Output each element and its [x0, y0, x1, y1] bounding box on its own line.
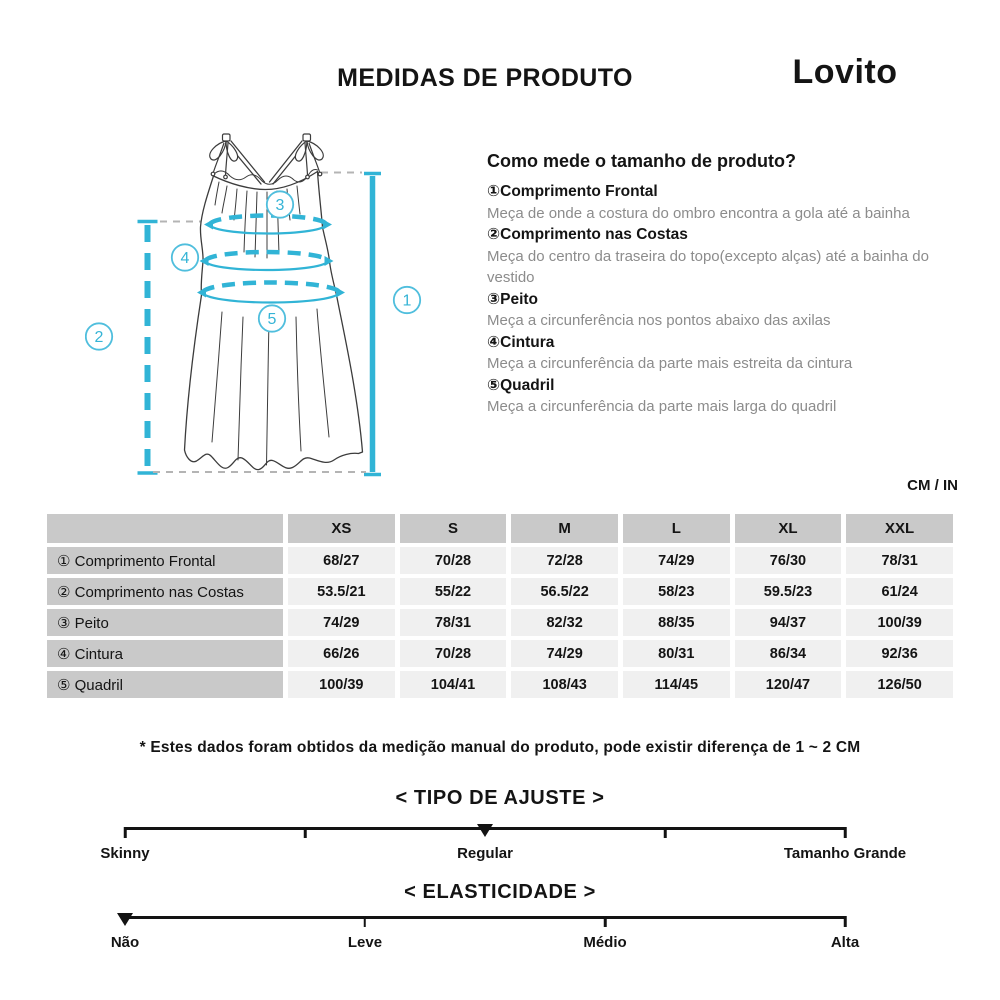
header-cell-size: L — [623, 514, 730, 543]
instruction-item — [487, 375, 939, 418]
size-value: 80/31 — [623, 640, 730, 667]
size-value: 55/22 — [400, 578, 507, 605]
bow-right — [295, 134, 323, 179]
size-value: 74/29 — [623, 547, 730, 574]
header-cell-size: S — [400, 514, 507, 543]
size-value: 61/24 — [846, 578, 953, 605]
size-value: 74/29 — [511, 640, 618, 667]
fit-scale-labels — [100, 845, 907, 863]
size-value: 70/28 — [400, 547, 507, 574]
brand-logo: Lovito — [792, 53, 898, 91]
measurement-disclaimer: * Estes dados foram obtidos da medição manual do produto, pode existir diferença de 1 ~ 2 CM — [139, 739, 861, 756]
fit-scale-heading: < TIPO DE AJUSTE > — [395, 787, 605, 809]
measure-instructions — [487, 148, 939, 418]
table-row — [47, 671, 953, 698]
instruction-title: ⑤Quadril — [487, 376, 555, 394]
size-value: 100/39 — [846, 609, 953, 636]
fit-label-skinny: Skinny — [100, 845, 150, 862]
size-value: 74/29 — [288, 609, 395, 636]
stretch-label-medium: Médio — [583, 934, 627, 951]
stretch-label-light: Leve — [347, 934, 383, 951]
header-cell-size: XXL — [846, 514, 953, 543]
header-cell-size: M — [511, 514, 618, 543]
stretch-tick — [604, 916, 607, 927]
size-value: 66/26 — [288, 640, 395, 667]
front-length-line — [364, 174, 381, 475]
row-label: ③ Peito — [47, 609, 283, 636]
instruction-desc: Meça do centro da traseira do topo(excepto alças) até a bainha do vestido — [487, 247, 929, 286]
size-value: 86/34 — [735, 640, 842, 667]
size-value: 120/47 — [735, 671, 842, 698]
instruction-desc: Meça a circunferência da parte mais larga do quadril — [487, 398, 837, 415]
size-value: 126/50 — [846, 671, 953, 698]
size-value: 92/36 — [846, 640, 953, 667]
instruction-desc: Meça de onde a costura do ombro encontra a gola até a bainha — [487, 204, 910, 222]
size-value: 53.5/21 — [288, 578, 395, 605]
instruction-item — [487, 181, 939, 224]
size-value: 88/35 — [623, 609, 730, 636]
stretch-label-high: Alta — [830, 934, 860, 951]
table-header-row — [47, 514, 953, 543]
size-value: 108/43 — [511, 671, 618, 698]
size-value: 82/32 — [511, 609, 618, 636]
size-value: 78/31 — [400, 609, 507, 636]
bow-left — [210, 134, 238, 179]
marker-2: 2 — [94, 329, 104, 346]
size-value: 59.5/23 — [735, 578, 842, 605]
header-cell-size: XL — [735, 514, 842, 543]
size-value: 76/30 — [735, 547, 842, 574]
size-value: 68/27 — [288, 547, 395, 574]
page-title: MEDIDAS DE PRODUTO — [337, 64, 633, 92]
dress-straps — [227, 141, 306, 184]
back-length-line — [138, 222, 158, 474]
instructions-heading: Como mede o tamanho de produto? — [487, 151, 796, 171]
marker-1: 1 — [402, 292, 412, 310]
table-row — [47, 609, 953, 636]
marker-5: 5 — [267, 311, 277, 328]
fit-tick — [844, 827, 847, 838]
dress-diagram — [85, 95, 445, 485]
row-label: ④ Cintura — [47, 640, 283, 667]
header-cell-size: XS — [288, 514, 395, 543]
fit-tick — [664, 827, 667, 838]
size-value: 100/39 — [288, 671, 395, 698]
size-value: 72/28 — [511, 547, 618, 574]
fit-label-oversize: Tamanho Grande — [783, 845, 907, 862]
row-label: ⑤ Quadril — [47, 671, 283, 698]
table-row — [47, 640, 953, 667]
stretch-scale-heading: < ELASTICIDADE > — [404, 881, 596, 903]
stretch-scale-track — [125, 916, 845, 930]
size-value: 114/45 — [623, 671, 730, 698]
table-row — [47, 547, 953, 574]
instruction-item — [487, 224, 939, 289]
fit-marker-triangle — [477, 824, 493, 837]
row-label: ① Comprimento Frontal — [47, 547, 283, 574]
instruction-item — [487, 332, 939, 375]
stretch-scale-line — [125, 916, 845, 919]
row-label: ② Comprimento nas Costas — [47, 578, 283, 605]
instruction-title: ④Cintura — [487, 333, 555, 351]
fit-tick — [304, 827, 307, 838]
size-value: 58/23 — [623, 578, 730, 605]
instruction-title: ①Comprimento Frontal — [487, 183, 658, 200]
instruction-desc: Meça a circunferência da parte mais estreita da cintura — [487, 355, 853, 372]
fit-scale-track — [125, 827, 845, 841]
unit-label: CM / IN — [907, 477, 958, 494]
fit-tick — [124, 827, 127, 838]
stretch-label-none: Não — [110, 934, 140, 951]
stretch-tick — [844, 916, 847, 927]
stretch-scale-labels — [110, 934, 860, 952]
marker-4: 4 — [180, 250, 190, 267]
size-value: 78/31 — [846, 547, 953, 574]
instruction-desc: Meça a circunferência nos pontos abaixo das axilas — [487, 312, 831, 329]
size-value: 94/37 — [735, 609, 842, 636]
size-value: 70/28 — [400, 640, 507, 667]
marker-3: 3 — [275, 197, 285, 214]
header-cell-empty — [47, 514, 283, 543]
table-row — [47, 578, 953, 605]
instruction-item — [487, 289, 939, 332]
instruction-title: ②Comprimento nas Costas — [487, 226, 688, 243]
size-value: 104/41 — [400, 671, 507, 698]
size-value: 56.5/22 — [511, 578, 618, 605]
size-table — [42, 510, 958, 702]
fit-label-regular: Regular — [457, 845, 513, 862]
stretch-marker-triangle — [117, 913, 133, 926]
instruction-title: ③Peito — [487, 290, 539, 308]
stretch-tick — [364, 916, 367, 927]
